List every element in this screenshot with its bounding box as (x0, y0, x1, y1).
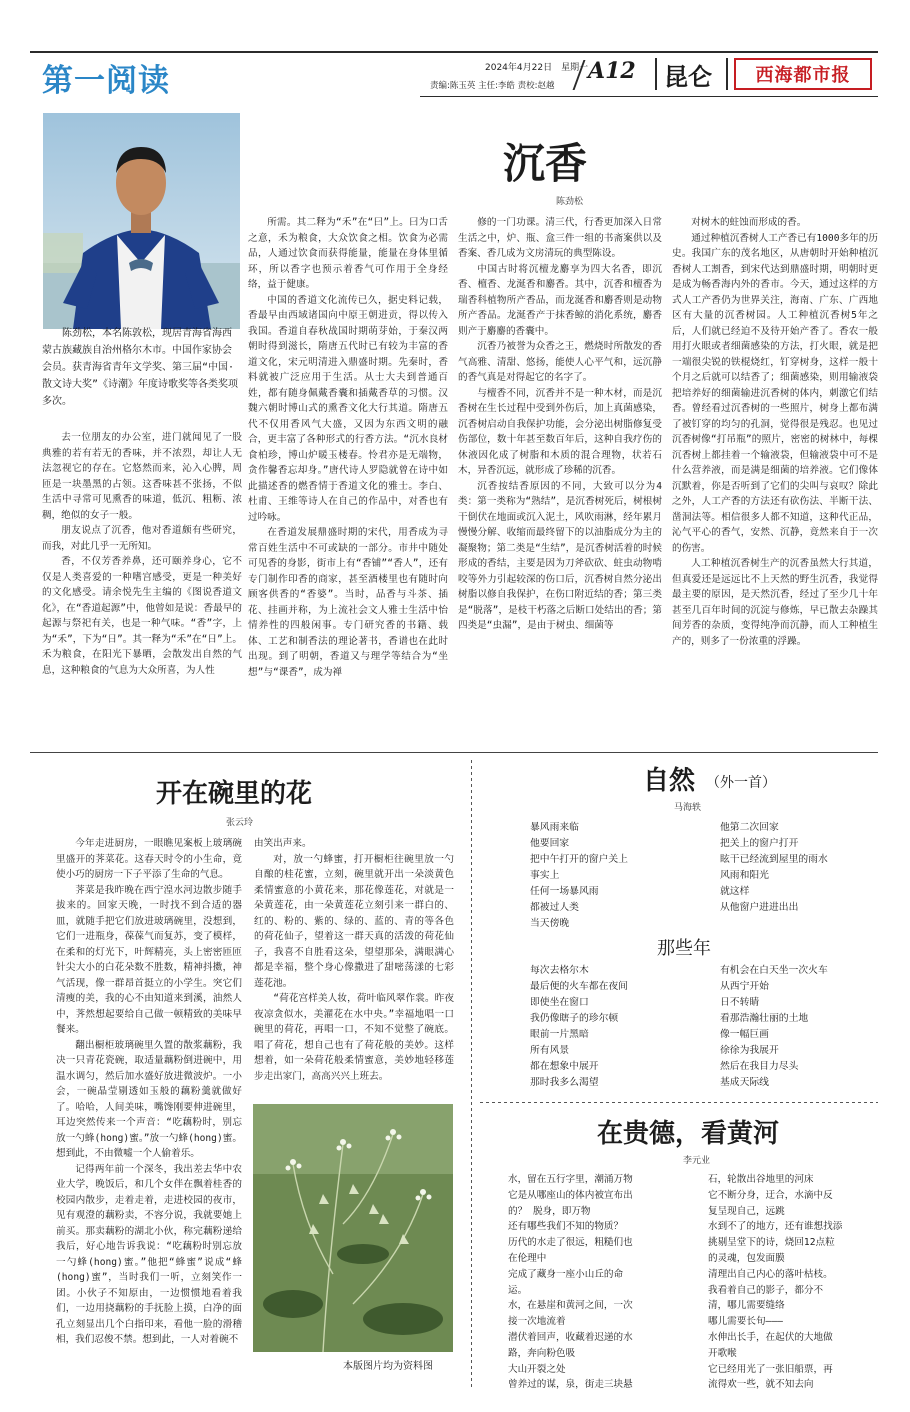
article-column (672, 215, 878, 743)
poem-line: 最后便的火车都在夜间 (530, 981, 628, 992)
poem-line: 基成天际线 (720, 1077, 769, 1088)
poem-line: 接一次地流着 (508, 1316, 566, 1328)
poem-line: 像一幅巨画 (720, 1029, 769, 1040)
poem-subtitle: （外一首） (706, 775, 776, 791)
article-author: 陈劲松 (556, 197, 584, 207)
poem-line: 历代的水走了很远，粗糙们也 (508, 1237, 633, 1249)
poem-line: 运。 (508, 1284, 528, 1296)
poem-line: 所有风景 (530, 1045, 570, 1056)
poem-line: 眼前一片黑暗 (530, 1029, 589, 1040)
poem-title: 那些年 (657, 938, 711, 959)
poem-line: 它是从哪座山的体内被宣布出 (508, 1189, 633, 1201)
poem-author: 李元业 (683, 1156, 711, 1166)
paragraph: 沉香乃被誉为众香之王，燃烧时所散发的香气高雅、清甜、悠扬，能使人心平气和，远沉静的香气真是对得起它的名字了。 (458, 341, 662, 383)
paragraph: 所需。其二释为“禾”在“曰”上。曰为口舌之意，禾为粮食，大众饮食之相。饮食为必需品，人通过饮食而获得能量，能量在身体里循环，所以香字也预示着香气可作用于全身经络，益于健康。 (248, 217, 448, 290)
page-number: A12 (588, 58, 636, 84)
article-column (56, 836, 242, 1384)
header-bottom-rule (420, 96, 878, 97)
poem-author: 马海轶 (674, 803, 702, 813)
article-column (42, 430, 242, 742)
paragraph: 对树木的蛀蚀而形成的香。 (691, 217, 807, 228)
paragraph: 修的一门功课。清三代，行香更加深入日常生活之中，炉、瓶、盒三件一组的书斋案供以及香案、香几成为文房清玩的典型陈设。 (458, 217, 662, 259)
poem-line: 曾养过的谋，泉，街走三块悬 (508, 1379, 633, 1391)
poem-line: 我看着自己的影子，都分不 (708, 1284, 824, 1296)
paragraph: 记得两年前一个深冬，我出差去华中农业大学，晚饭后，和几个女伴在飘着桂香的校园内散步，走着走着，走进校园的夜市，见有观澄的藕粉卖，不容分说，我就要她上前买。那卖藕粉的湖北小伙，称完藕粉递给我后，好心地告诉我说：“吃藕粉时别忘放一勺蜂(hong)蜜。”他把“蜂蜜”说成“蜂(hong)蜜”，当时我们一听，立刻笑作一团。小伙子不知原由，一边惯惯地看着我们，一边用挠藕粉的手抚脸上摸，白净的面孔立刻显出几个白指印来，看他一脸的滑稽相，我们忍俊不禁。想到此，一人对着碗不 (56, 1163, 242, 1345)
author-photo (43, 113, 240, 329)
paragraph: 今年走进厨房，一眼瞧见案板上玻璃碗里盛开的荠菜花。这春天时令的小生命，竟使小巧的厨房一下子平添了生命的气息。 (56, 838, 242, 880)
paragraph: 中国古时将沉檀龙麝享为四大名香，即沉香、檀香、龙涎香和麝香。其中，沉香和檀香为瑞香科植物所产香品，而龙涎香和麝香则是动物所产香品。龙涎香产于抹香鲸的消化系统，麝香则产于麝麝的香囊中。 (458, 263, 662, 337)
paragraph: 去一位朋友的办公室，进门就闻见了一股典雅的若有若无的香味，并不浓烈，却让人无法忽视它的存在。它悠然而来，沁入心脾，周匝是一块墨黑的占领。这香味甚不张扬，不似生活中寻常可见熏香的味道，低沉、粗粝、浓稠，绝似的女子一般。 (42, 432, 242, 521)
poem-line: 的？ 脱身，即万物 (508, 1205, 591, 1217)
poem-line: 暴风雨来临 (530, 822, 579, 833)
article-author: 张云玲 (226, 818, 254, 828)
poem-line: 大山开裂之处 (508, 1363, 566, 1375)
paragraph: 对，放一勺蜂蜜，打开橱柜往碗里放一勺自酿的桂花蜜，立刻，碗里就开出一朵淡黄色柔情蜜意的小黄花来，那花像莲花，对就是一朵黄莲花，由一朵黄莲花立刻引来一群白的、红的、粉的、紫的、绿的、蓝的、青的等各色的荷花仙子，望着这一群天真的活泼的荷花仙子，我喜不自胜看这朵，望望那朵，满眼满心都是幸福，整个身心像撒进了甜嘧荡漾的七彩莲花池。 (254, 853, 454, 989)
poem-stanza (530, 963, 628, 1091)
poem-line: 把关上的窗户打开 (720, 838, 799, 849)
poem-line: 看那浩瀚壮丽的土地 (720, 1013, 809, 1024)
poem-line: 潜伏着回声，收藏着迟递的水 (508, 1331, 633, 1343)
poem-line: 从西宁开始 (720, 981, 769, 992)
poem-line: 他要回家 (530, 838, 570, 849)
paragraph: 与檀香不同，沉香并不是一种木材，而是沉香树在生长过程中受到外伤后，加上真菌感染，沉香树启动自我保护功能，会分泌出树脂修复受伤部位，数十年甚至数百年后，这种自我疗伤的休液因化成了树脂和木质的混合理物，状若石木，异香沉远，就形成了珍稀的沉香。 (458, 387, 662, 476)
poem-line: 任何一场暴风雨 (530, 886, 599, 897)
poem-line: 他第二次回家 (720, 822, 779, 833)
poem-line: 从他窗户进进出出 (720, 902, 799, 913)
column-name: 昆仑 (664, 62, 712, 91)
poem-line: 它已经用光了一张旧船票，再 (708, 1363, 833, 1375)
poem-stanza (508, 1172, 633, 1393)
flower-photo (253, 1104, 453, 1352)
article-column (254, 836, 454, 1098)
poem-line: 清，哪儿需要缝络 (708, 1300, 785, 1312)
article-title: 开在碗里的花 (156, 779, 313, 809)
poem-line: 都在想象中展开 (530, 1061, 599, 1072)
poem-line: 它不断分身，迂合，水滴中反 (708, 1189, 833, 1201)
paragraph: 中国的香道文化流传已久，据史料记载，香最早由西域诸国向中原王朝进贡，得以传入我国。香道自春秋战国时期萌芽始，于秦汉两朝时得到滋长，隋唐五代时已有较为丰富的香道文化，宋元明清进入鼎盛时期。先秦时，香料就被广泛应用于生活。从士大夫到普通百姓，都有随身佩戴香囊和插戴香草的习惯。汉魏六朝时博山式的熏香文化大行其道。隋唐五代不仅用香风气大盛，又因为东西文明的融合，更丰富了各种形式的行香方法。“沉水良材食柏珍，博山炉暖玉楼春。怜君亦是无端物，贪作馨香忘却身。”唐代诗人罗隐就曾在诗中如此描述香的燃香情于香道文化的雅士。李白、杜甫、王维等诗人在自己的作品中，对香也有过吟咏。 (248, 294, 448, 523)
poem-stanza (530, 820, 628, 932)
article-column (458, 215, 662, 743)
paragraph: 香，不仅芳香养鼻，还可颐养身心，它不仅是人类喜爱的一种嗜宫感受，更是一种美好的文化感受。请余悦先生主编的《图说香道文化》，在“香道起源”中，他曾如是说：香最早的起源与祭祀有关，也是一种气味。“香”字，上为“禾”，下为“日”。其一释为“禾”在“日”上。禾为粮食，在阳光下暴晒，会散发出自然的气息，这种粮食的气息为大众所喜，为人性 (42, 556, 242, 676)
paragraph: 在香道发展鼎盛时期的宋代，用香成为寻常百姓生活中不可或缺的一部分。市井中随处可见香的身影，街市上有“香铺”“香人”，还有专门制作印香的商家，甚至酒楼里也有随时向顾客供香的“香婆”。当时，品香与斗茶、插花、挂画并称，为上流社会文人雅士生活中怡情养性的四般闲事。专门研究香的书籍、载体、工艺和制香法的理论著书，香谱也在此时出现。到了明朝，香道又与理学等结合为“坐想”与“课香”，成为禅 (248, 527, 448, 678)
poem-line: 水，留在五行字里，潮涌万物 (508, 1174, 633, 1185)
poem-line: 把中午打开的窗户关上 (530, 854, 628, 865)
poem-line: 路，奔向粉色吸 (508, 1347, 576, 1359)
poem-line: 挑剔呈堂下的诗，烧回12点粒 (708, 1237, 835, 1249)
poem-stanza (708, 1172, 842, 1393)
section-title: 第一阅读 (42, 63, 170, 99)
poem-line: 的灵魂，包发面膜 (708, 1252, 785, 1264)
header-divider (655, 58, 657, 90)
section-divider (480, 1102, 878, 1103)
poem-line: 水到不了的地方，还有谁想找添 (708, 1221, 843, 1233)
poem-line: 水，在悬崖和黄河之间，一次 (508, 1300, 633, 1312)
editor-credits: 责编:陈玉英 主任:李皓 责校:赵越 (430, 81, 555, 91)
poem-line: 开歌喉 (708, 1347, 737, 1359)
column-divider (471, 760, 472, 1390)
paragraph: 通过种植沉香树人工产香已有1000多年的历史。我国广东的茂名地区，从唐朝时开始种植沉香树人工割香，到宋代达到鼎盛时期，明朝时更是成为畅香海内外的香市。今天，通过这样的方式人工产香仍为世界关注，海南、广东、广西地区有大量的沉香树园。人工种植沉香树5年之后，人们就已经迫不及待开始产香了。香农一般用打火眼或者细菌感染的方法，打火眼，就是把一端很尖锐的铁棍烧红，钉穿树身，这样一般十个月之后就可以结香了；细菌感染，则用输液袋把培养好的细菌输进沉香树的体内，刺激它们结香。曾经看过沉香树的一些照片，树身上都布满了被钉穿的均匀的孔洞，觉得很是残忍。也见过沉香树像“打吊瓶”的照片，密密的树林中，每棵沉香树上都挂着一个输液袋，但输液袋中可不是什么营养液，而是满是细菌的培养液。它们像体沉默着，你是否听到了它们的尖叫与哀叹？除此之外，人工产香的方法还有砍伤法、半断干法、凿洞法等。相信很多人都不知道，这种代正品，沁气平心的香气，安然、沉静，竟然来自于一次的伤害。 (672, 232, 878, 554)
poem-line: 清理出自己内心的落叶枯枝。 (708, 1268, 833, 1280)
poem-title: 自然 (643, 766, 696, 796)
poem-line: 风雨和阳光 (720, 870, 769, 881)
newspaper-name: 西海都市报 (755, 65, 851, 86)
poem-line: 流得欢一些，就不知去向 (708, 1379, 814, 1391)
poem-line: 那时我多么渴望 (530, 1077, 599, 1088)
paragraph: 沉香按结香原因的不同，大致可以分为4类：第一类称为“熟结”，是沉香树死后，树根树干倒伏在地面或沉入泥土，风吹雨淋，经年累月慢慢分解、收缩而最终留下的以油脂成分为主的凝聚物；第二类是“生结”，是沉香树活着的时候形成的香结，主要是因为刀斧砍砍、蛀虫动物啃咬等外力引起较深的伤口后，沉香树自然分泌出树脂以修自我保护，在伤口附近结的香；第三类是“脱落”，是枝干朽落之后断口处结出的香；第四类是“虫漏”，是由于树虫、细菌等 (458, 480, 662, 631)
paragraph: 由笑出声来。 (254, 838, 312, 849)
poem-stanza (720, 963, 828, 1091)
poem-line: 徐徐为我展开 (720, 1045, 779, 1056)
poem-line: 哪儿需要长旬——— (708, 1316, 783, 1328)
poem-line: 眩干已经流到屋里的雨水 (720, 854, 828, 865)
poem-line: 水伸出长手，在起伏的大地做 (708, 1331, 833, 1343)
paragraph: 人工种植沉香树生产的沉香虽然大行其道，但真爱还是远远比不上天然的野生沉香，我觉得最主要的原因，是天然沉香，经过了至少几十年甚至几百年时间的沉淀与修炼，早已散去杂躁其间芳香的杂质，变得纯净而沉静，而人工种植生产的，则多了一份浓重的浮躁。 (672, 558, 878, 647)
poem-line: 在伦理中 (508, 1252, 547, 1264)
photo-note: 本版图片均为资料图 (343, 1361, 433, 1372)
poem-stanza (720, 820, 828, 916)
poem-line: 当天傍晚 (530, 918, 570, 929)
poem-line: 我仍像瞎子的珍尔顿 (530, 1013, 619, 1024)
poem-line: 还有哪些我们不知的物质？ (508, 1221, 624, 1233)
section-divider (30, 752, 878, 753)
article-title: 沉香 (503, 139, 588, 188)
poem-line: 即使坐在窗口 (530, 997, 589, 1008)
newspaper-logo (734, 58, 872, 90)
paragraph: 翻出橱柜玻璃碗里久置的散浆藕粉，我决一只青花瓷碗，取适量藕粉倒进碗中，用温水调匀，然后加水盛好放进微波炉。一小会，一碗晶莹剔透如玉般的藕粉羹就做好了。哈哈，人间美味，嘴馋刚要伸进碗里，耳边突然传来一个声音：“吃藕粉时，别忘放一勺蜂(hong)蜜。”放一勺蜂(hong)蜜。想到此，不由微嘘一个人偷着乐。 (56, 1039, 242, 1159)
poem-line: 完成了藏身一座小山丘的命 (508, 1268, 624, 1280)
header-top-rule (30, 51, 878, 53)
poem-line: 然后在我目力尽头 (720, 1061, 799, 1072)
poem-line: 石，轮散出谷地里的河床 (708, 1174, 814, 1185)
poem-line: 都被过人类 (530, 902, 579, 913)
poem-line: 日不转睛 (720, 997, 760, 1008)
article-column (248, 215, 448, 743)
issue-date: 2024年4月22日 星期一 (485, 63, 589, 73)
poem-line: 就这样 (720, 886, 750, 897)
poem-line: 每次去格尔木 (530, 965, 589, 976)
paragraph: 朋友说点了沉香，他对香道颇有些研究，而我，对此几乎一无所知。 (42, 525, 242, 552)
author-bio: 陈劲松，本名陈敦松，现居青海省海西蒙古族藏族自治州格尔木市。中国作家协会会员。获青海省青年文学奖、第三届“中国·散文诗大奖”《诗潮》年度诗歌奖等各类奖项多次。 (42, 328, 239, 407)
poem-line: 事实上 (530, 870, 560, 881)
paragraph: “荷花宫样美人妆，荷叶临风翠作裳。昨夜夜凉贪似水，美濯花在水中央。”幸福地唱一口碗里的荷花，再唱一口，不知不觉整了碗底。唱了荷花，想自己也有了荷花般的美妙。这样想着，如一朵荷花般柔情蜜意，美妙地轻移莲步走出家门，高高兴兴上班去。 (254, 993, 454, 1082)
header-divider (726, 58, 728, 90)
poem-title: 在贵德，看黄河 (597, 1119, 780, 1149)
poem-line: 有机会在白天坐一次火车 (720, 965, 828, 976)
poem-line: 复呈现自己，远跳 (708, 1205, 785, 1217)
paragraph: 荠菜是我昨晚在西宁湟水河边散步随手拔来的。回家天晚，一时找不到合适的器皿，就随手把它们放进玻璃碗里，没想到，它们一进瓶身，葆葆气而复苏，变了模样，在柔和的灯光下，叶辉精亮，头上密密匝匝针尖大小的白花朵数不胜数，精神抖擞，神气活现，像一群昂首挺立的小学生。突它们清瘦的美，我的心不由知道来到溪，油然人中，荠然想起要给自己做一顿精致的美味早餐来。 (56, 884, 242, 1035)
